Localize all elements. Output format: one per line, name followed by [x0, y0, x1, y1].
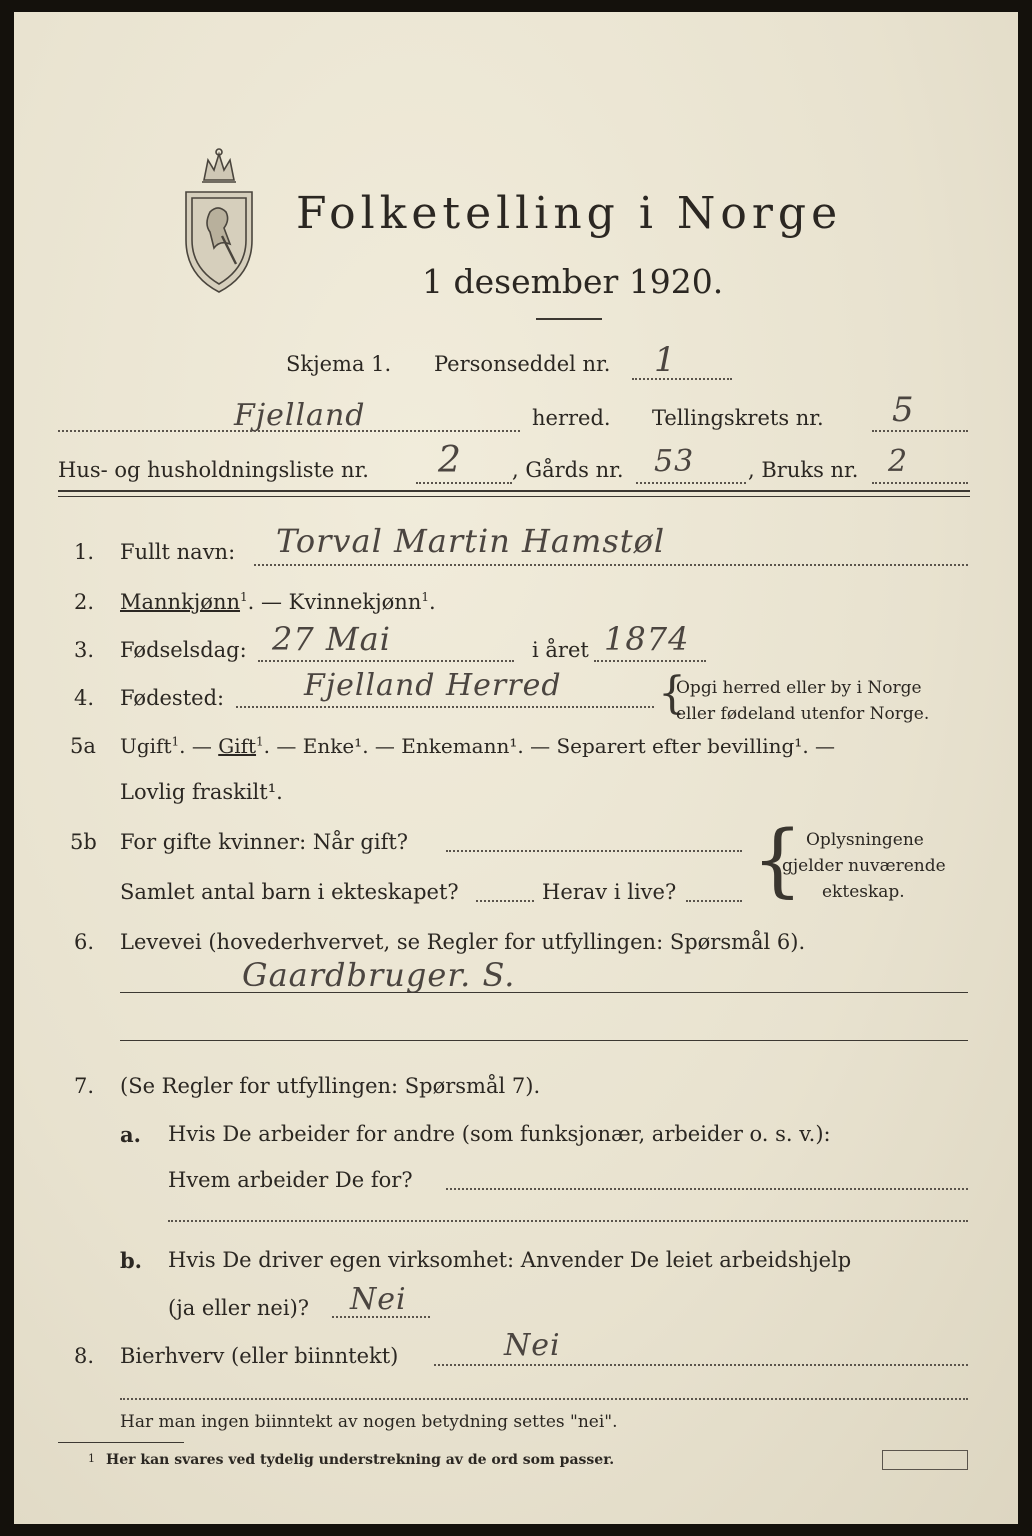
q1-number: 1. [74, 540, 95, 564]
q4-note-line1: Opgi herred eller by i Norge [676, 678, 922, 698]
q3-year-label: i året [532, 638, 589, 662]
personseddel-value[interactable]: 1 [654, 340, 677, 380]
footnote-mark: 1 [88, 1452, 95, 1465]
q4-birthplace-value[interactable]: Fjelland Herred [304, 668, 562, 703]
q8-number: 8. [74, 1344, 95, 1368]
q2-gender-options [120, 590, 436, 614]
form-date: 1 desember 1920. [422, 262, 724, 301]
q5a-gift-option[interactable]: Gift [218, 734, 257, 758]
q2-separator: . — Kvinnekjønn [247, 590, 422, 614]
q7a-line2 [168, 1220, 968, 1222]
q5a-line2[interactable]: Lovlig fraskilt¹. [120, 780, 283, 804]
q7b-label1: Hvis De driver egen virksomhet: Anvender De leiet arbeidshjelp [168, 1248, 852, 1272]
q6-line2 [120, 1040, 968, 1041]
q7b-label2: (ja eller nei)? [168, 1296, 310, 1320]
skjema-label: Skjema 1. [286, 352, 392, 376]
q7-number: 7. [74, 1074, 95, 1098]
norwegian-coat-of-arms-icon [174, 140, 264, 300]
gards-label: , Gårds nr. [512, 458, 624, 482]
q5a-ugift-option[interactable]: Ugift [120, 734, 172, 758]
husholdningsliste-value[interactable]: 2 [438, 440, 462, 481]
tellingskrets-value[interactable]: 5 [892, 390, 915, 430]
personseddel-label: Personseddel nr. [434, 352, 611, 376]
tellingskrets-label: Tellingskrets nr. [652, 406, 824, 430]
q4-line [236, 706, 654, 708]
q2-end: . [429, 590, 436, 614]
q1-line [254, 564, 968, 566]
printer-stamp [882, 1450, 968, 1470]
q7b-value[interactable]: Nei [350, 1282, 407, 1317]
footnote-text: Her kan svares ved tydelig understrekning av de ord som passer. [106, 1452, 615, 1468]
bruks-value[interactable]: 2 [888, 444, 909, 479]
q3-number: 3. [74, 638, 95, 662]
form-title: Folketelling i Norge [296, 188, 843, 239]
q6-label: Levevei (hovederhvervet, se Regler for utfyllingen: Spørsmål 6). [120, 930, 806, 954]
husholdningsliste-line [416, 482, 512, 484]
q7a-letter: a. [120, 1122, 141, 1147]
q7a-label1: Hvis De arbeider for andre (som funksjonær, arbeider o. s. v.): [168, 1122, 831, 1146]
q8-value[interactable]: Nei [504, 1328, 561, 1363]
q3-birthday-value[interactable]: 27 Mai [272, 620, 391, 658]
q8-line2 [120, 1398, 968, 1400]
q1-label: Fullt navn: [120, 540, 236, 564]
q5a-number: 5a [70, 734, 96, 758]
q6-occupation-value[interactable]: Gaardbruger. S. [242, 956, 516, 994]
q7a-label2: Hvem arbeider De for? [168, 1168, 413, 1192]
q3-label: Fødselsdag: [120, 638, 247, 662]
q7-label: (Se Regler for utfyllingen: Spørsmål 7). [120, 1074, 541, 1098]
husholdningsliste-label: Hus- og husholdningsliste nr. [58, 458, 369, 482]
q5b-number: 5b [70, 830, 97, 854]
q3-line [258, 660, 514, 662]
header-rule-bottom [58, 496, 970, 497]
q3-year-line [594, 660, 706, 662]
q5b-children-line [476, 900, 534, 902]
q8-line1 [434, 1364, 968, 1366]
q5a-options: Ugift$^1$. — Gift$^1$. — Enke¹. — Enkemann¹. — Separert efter bevilling¹. — [120, 734, 836, 758]
q2-footnote-mark-1: 1 [240, 590, 248, 604]
gards-line [636, 482, 746, 484]
gards-value[interactable]: 53 [654, 444, 695, 479]
q5b-alive-line [686, 900, 742, 902]
header-rule-top [58, 490, 970, 492]
q5b-note-line2: gjelder nuværende [782, 856, 946, 876]
q7b-letter: b. [120, 1248, 142, 1273]
q7b-line [332, 1316, 430, 1318]
census-form-page [14, 12, 1018, 1524]
footnote-rule [58, 1442, 184, 1443]
q5b-label3: Herav i live? [542, 880, 677, 904]
q5b-label2: Samlet antal barn i ekteskapet? [120, 880, 459, 904]
q5b-label1: For gifte kvinner: Når gift? [120, 830, 409, 854]
q8-note: Har man ingen biinntekt av nogen betydning settes "nei". [120, 1412, 618, 1432]
q4-brace: { [658, 668, 686, 719]
q4-label: Fødested: [120, 686, 225, 710]
bruks-label: , Bruks nr. [748, 458, 859, 482]
q3-year-value[interactable]: 1874 [604, 620, 690, 658]
q1-full-name-value[interactable]: Torval Martin Hamstøl [276, 522, 666, 560]
q2-number: 2. [74, 590, 95, 614]
q5b-married-line [446, 850, 742, 852]
tellingskrets-line [872, 430, 968, 432]
title-divider [536, 318, 602, 320]
q4-note-line2: eller fødeland utenfor Norge. [676, 704, 930, 724]
q2-mannkjonn-option[interactable]: Mannkjønn [120, 590, 241, 614]
herred-value[interactable]: Fjelland [234, 398, 366, 433]
personseddel-line [632, 378, 732, 380]
q8-label: Bierhverv (eller biinntekt) [120, 1344, 399, 1368]
q5b-note-line1: Oplysningene [806, 830, 924, 850]
herred-line [58, 430, 520, 432]
q5a-rest-options[interactable]: . — Enke¹. — Enkemann¹. — Separert efter bevilling¹. — [263, 734, 836, 758]
q2-footnote-mark-2: 1 [421, 590, 429, 604]
q6-line1 [120, 992, 968, 993]
herred-label: herred. [532, 406, 611, 430]
bruks-line [872, 482, 968, 484]
q7a-line1 [446, 1188, 968, 1190]
q6-number: 6. [74, 930, 95, 954]
q4-number: 4. [74, 686, 95, 710]
q5b-brace: { [752, 813, 803, 906]
q5b-note-line3: ekteskap. [822, 882, 905, 902]
